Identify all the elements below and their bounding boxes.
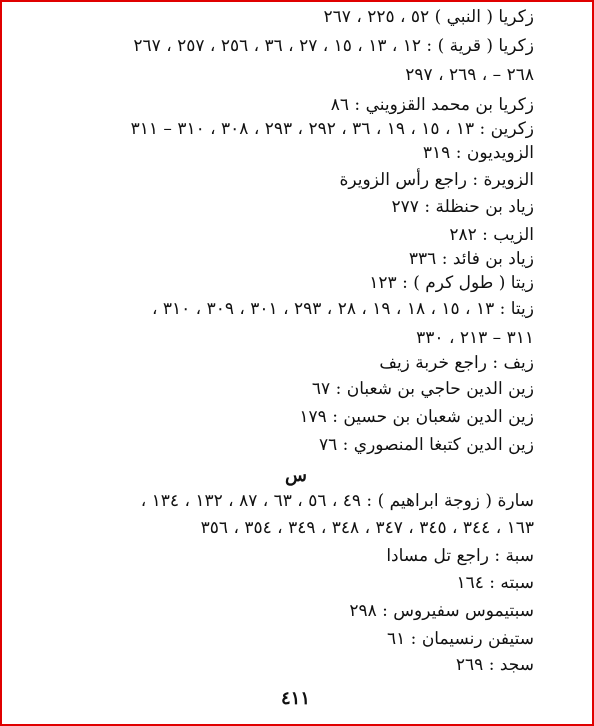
index-entry: سبة : راجع تل مسادا (386, 546, 534, 566)
index-entry-continuation: ١٦٣ ، ٣٤٤ ، ٣٤٥ ، ٣٤٧ ، ٣٤٨ ، ٣٤٩ ، ٣٥٤ ، ٣٥٦ (200, 518, 534, 538)
index-entry: ستيفن رنسيمان : ٦١ (387, 629, 534, 649)
index-entry: سجد : ٢٦٩ (455, 655, 534, 675)
index-entry: زكريا ( قرية ) : ١٢ ، ١٣ ، ١٥ ، ٢٧ ، ٣٦ ، ٢٥٦ ، ٢٥٧ ، ٢٦٧ (133, 36, 534, 56)
index-entry: زكرين : ١٣ ، ١٥ ، ١٩ ، ٣٦ ، ٢٩٢ ، ٢٩٣ ، ٣٠٨ ، ٣١٠ – ٣١١ (130, 119, 534, 139)
index-entry: سبتيموس سفيروس : ٢٩٨ (349, 601, 534, 621)
index-entry: سبته : ١٦٤ (456, 573, 534, 593)
index-entry: زيتا : ١٣ ، ١٥ ، ١٨ ، ١٩ ، ٢٨ ، ٢٩٣ ، ٣٠١ ، ٣٠٩ ، ٣١٠ ، (151, 299, 534, 319)
index-entry: زين الدين كتبغا المنصوري : ٧٦ (318, 435, 534, 455)
index-entry: الزويديون : ٣١٩ (422, 143, 534, 163)
index-entry: زيتا ( طول كرم ) : ١٢٣ (369, 273, 534, 293)
index-entry: سارة ( زوجة ابراهيم ) : ٤٩ ، ٥٦ ، ٦٣ ، ٨٧ ، ١٣٢ ، ١٣٤ ، (140, 491, 534, 511)
index-entry: زياد بن فائد : ٣٣٦ (408, 249, 534, 269)
page-number: ٤١١ (281, 688, 311, 709)
index-entry: زكريا بن محمد القزويني : ٨٦ (330, 95, 534, 115)
index-entry: زين الدين شعبان بن حسين : ١٧٩ (299, 407, 534, 427)
index-entry: الزويرة : راجع رأس الزويرة (339, 170, 534, 190)
index-entry: زكريا ( النبي ) ٥٢ ، ٢٢٥ ، ٢٦٧ (323, 7, 534, 27)
index-entry-continuation: ٢٦٨ – ، ٢٦٩ ، ٢٩٧ (405, 65, 534, 85)
index-entry: زيف : راجع خربة زيف (379, 353, 534, 373)
index-entry: زين الدين حاجي بن شعبان : ٦٧ (311, 379, 534, 399)
index-entry: زياد بن حنظلة : ٢٧٧ (391, 197, 534, 217)
index-entry-continuation: ٣١١ – ٢١٣ ، ٣٣٠ (416, 328, 534, 348)
section-heading: س (285, 465, 307, 486)
index-entry: الزيب : ٢٨٢ (449, 225, 534, 245)
